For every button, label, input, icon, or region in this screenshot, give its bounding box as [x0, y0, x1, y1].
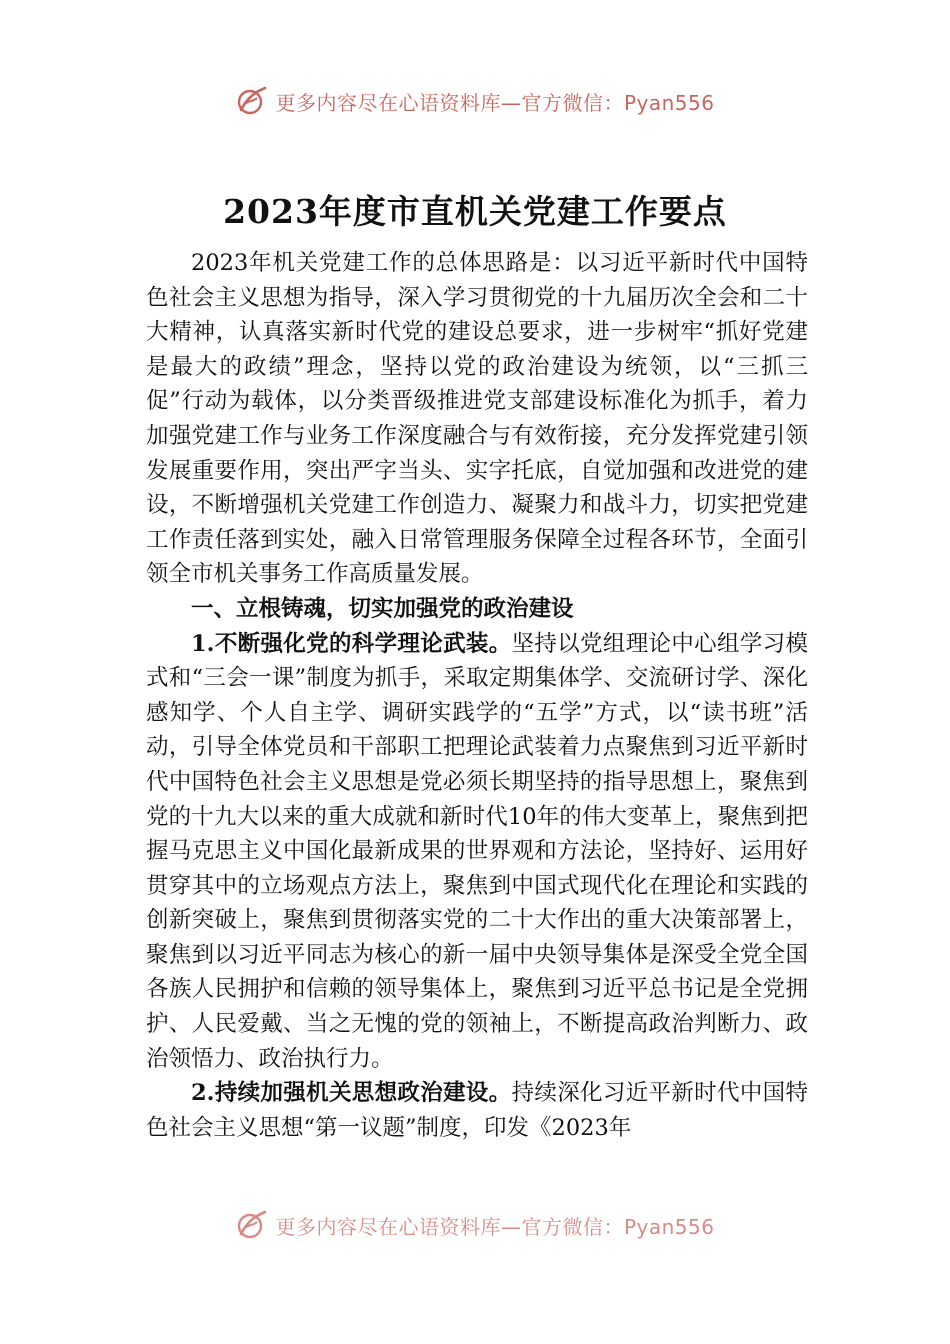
watermark-footer: [0, 1208, 950, 1242]
item-1-body: 坚持以党组理论中心组学习模式和“三会一课”制度为抓手，采取定期集体学、交流研讨学、深化感知学、个人自主学、调研实践学的“五学”方式，以“读书班”活动，引导全体党员和干部职工把理论武装着力点聚焦到习近平新时代中国特色社会主义思想是党必须长期坚持的指导思想上，聚焦到党的十九大以来的重大成就和新时代10年的伟大变革上，聚焦到把握马克思主义中国化最新成果的世界观和方法论，坚持好、运用好贯穿其中的立场观点方法上，聚焦到中国式现代化在理论和实践的创新突破上，聚焦到贯彻落实党的二十大作出的重大决策部署上，聚焦到以习近平同志为核心的新一届中央领导集体是深受全党全国各族人民拥护和信赖的领导集体上，聚焦到习近平总书记是全党拥护、人民爱戴、当之无愧的党的领袖上，不断提高政治判断力、政治领悟力、政治执行力。: [146, 630, 808, 1072]
document-body: [146, 246, 808, 1145]
item-1-paragraph: [146, 627, 808, 1077]
watermark-header: [0, 84, 950, 118]
section-heading-1: 一、立根铸魂，切实加强党的政治建设: [191, 595, 574, 622]
item-2-lead: 2.持续加强机关思想政治建设。: [191, 1080, 512, 1107]
signature-logo-icon: [235, 84, 269, 118]
item-1-lead: 1.不断强化党的科学理论武装。: [191, 630, 512, 657]
item-2-body: 持续深化习近平新时代中国特色社会主义思想“第一议题”制度，印发《2023年: [146, 1080, 808, 1141]
signature-logo-icon: [235, 1208, 269, 1242]
watermark-text: 更多内容尽在心语资料库—官方微信：Pyan556: [275, 1214, 715, 1239]
document-title: 2023年度市直机关党建工作要点: [223, 192, 727, 231]
item-2-paragraph: [146, 1076, 808, 1145]
intro-paragraph: 2023年机关党建工作的总体思路是：以习近平新时代中国特色社会主义思想为指导，深入学习贯彻党的十九届历次全会和二十大精神，认真落实新时代党的建设总要求，进一步树牢“抓好党建是最大的政绩”理念，坚持以党的政治建设为统领，以“三抓三促”行动为载体，以分类晋级推进党支部建设标准化为抓手，着力加强党建工作与业务工作深度融合与有效衔接，充分发挥党建引领发展重要作用，突出严字当头、实字托底，自觉加强和改进党的建设，不断增强机关党建工作创造力、凝聚力和战斗力，切实把党建工作责任落到实处，融入日常管理服务保障全过程各环节，全面引领全市机关事务工作高质量发展。: [146, 250, 808, 588]
watermark-text: 更多内容尽在心语资料库—官方微信：Pyan556: [275, 90, 715, 115]
